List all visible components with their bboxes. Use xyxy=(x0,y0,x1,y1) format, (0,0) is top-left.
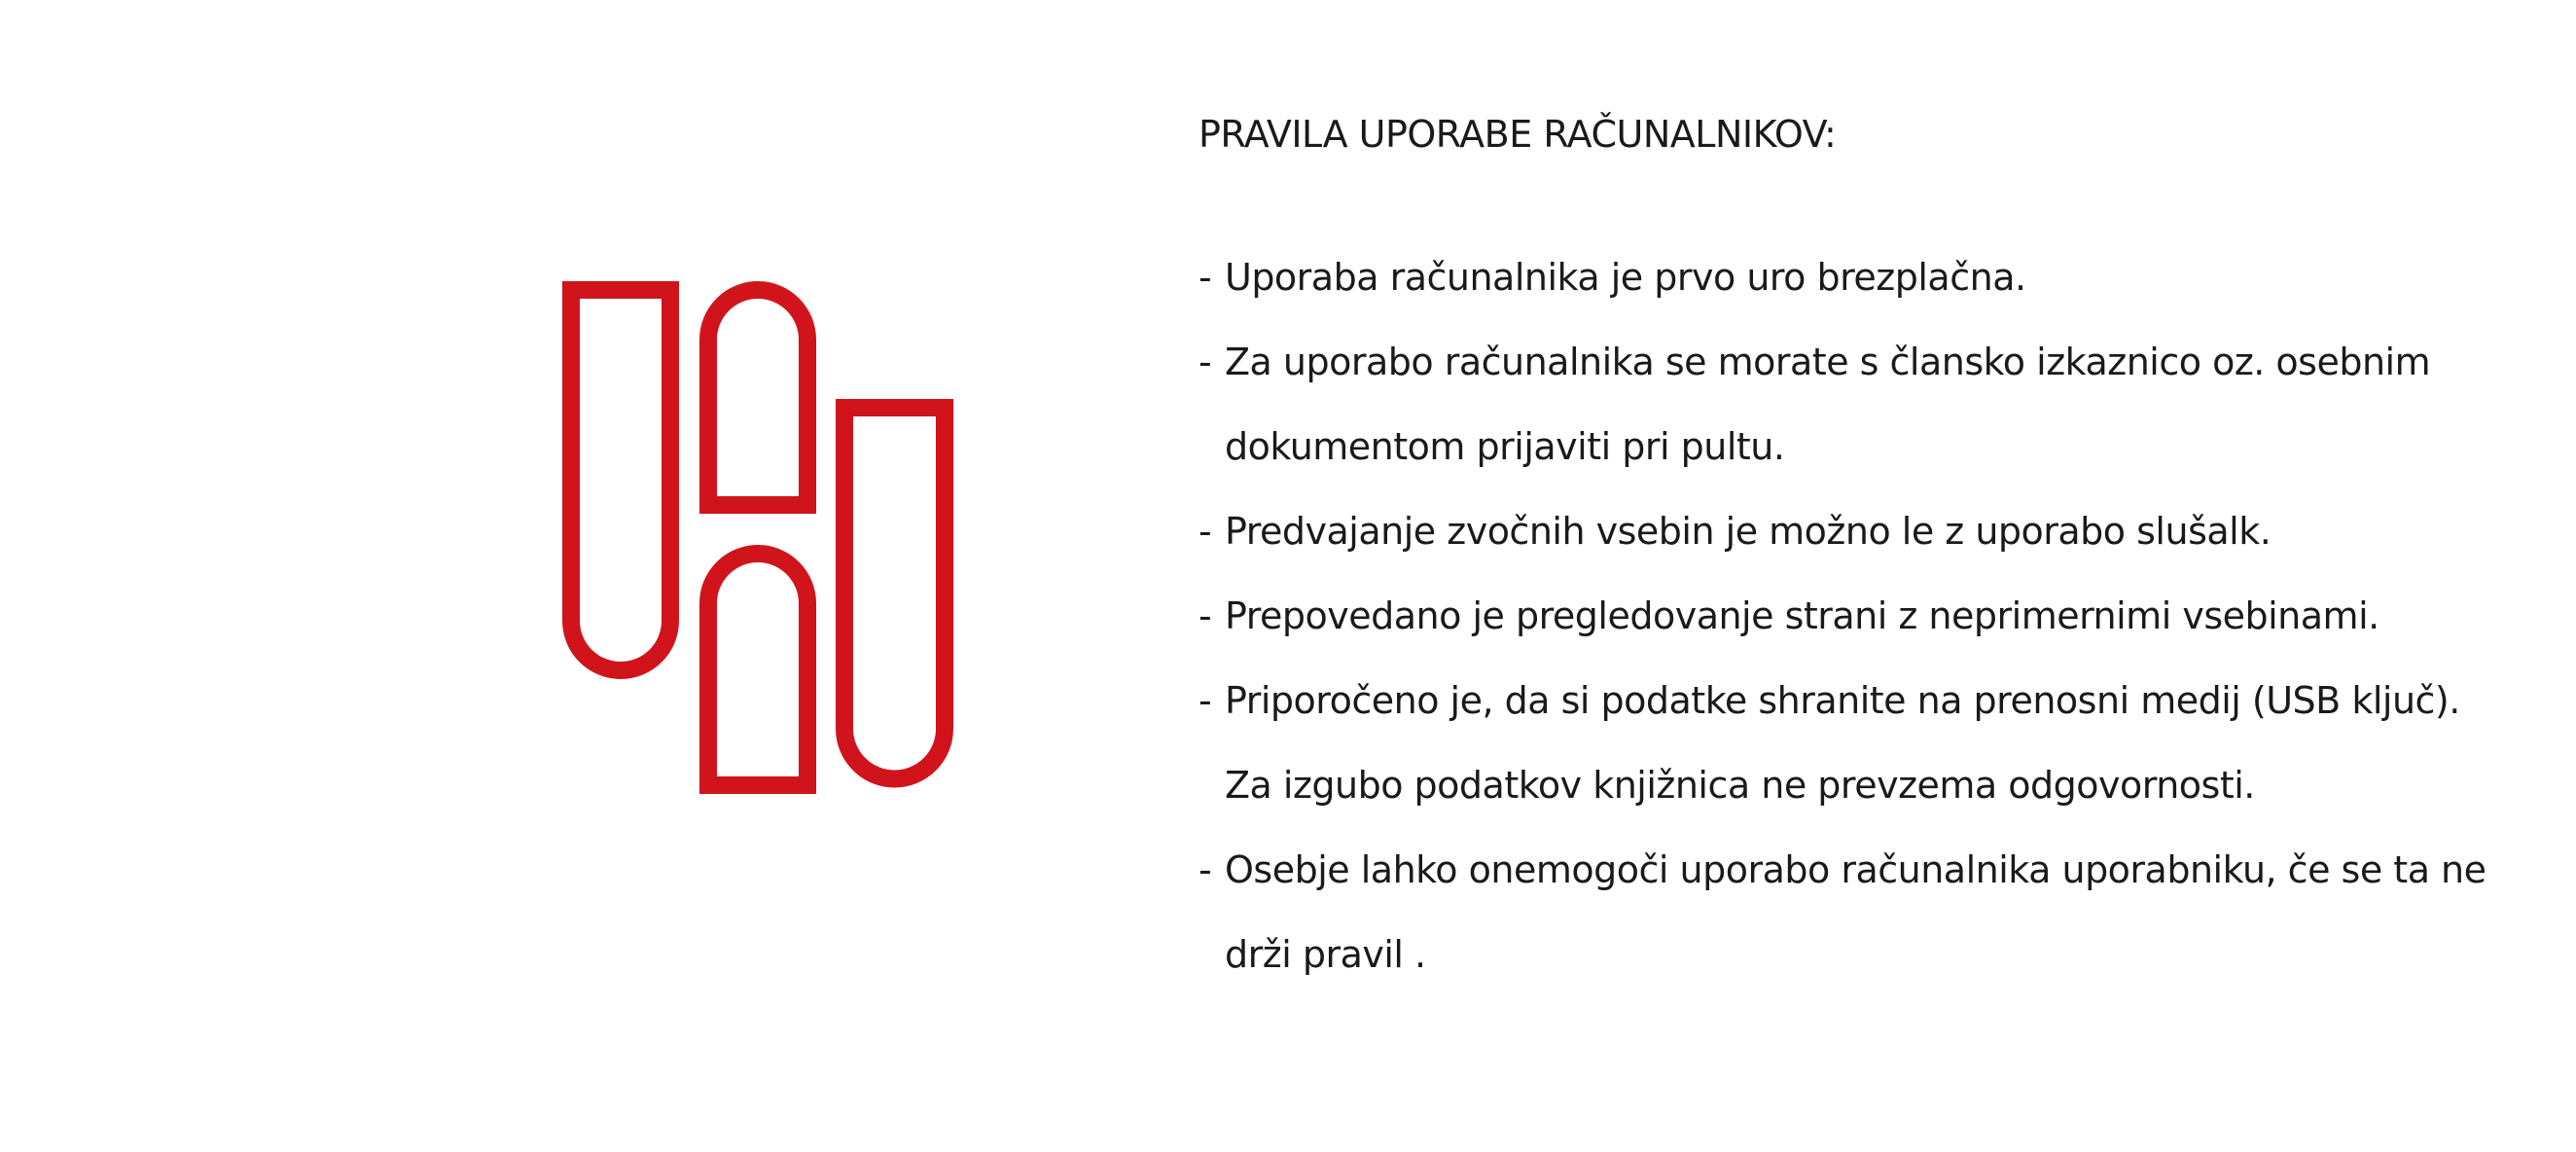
rule-item xyxy=(1199,659,2502,828)
rules-list xyxy=(1199,235,2502,997)
rule-item xyxy=(1199,574,2502,659)
logo-shape-middle-top xyxy=(708,290,807,505)
rule-bullet: - xyxy=(1199,594,1212,637)
rule-bullet: - xyxy=(1199,679,1212,722)
rule-bullet: - xyxy=(1199,848,1212,891)
rule-bullet: - xyxy=(1199,256,1212,299)
rule-item xyxy=(1199,489,2502,574)
rule-item xyxy=(1199,828,2502,997)
logo-shape-middle-bottom xyxy=(708,554,807,785)
rule-text: Priporočeno je, da si podatke shranite na prenosni medij (USB ključ). Za izgubo podatkov knjižnica ne prevzema odgovornosti. xyxy=(1225,679,2460,807)
library-logo-icon xyxy=(562,281,953,794)
library-logo-svg xyxy=(562,281,953,794)
rule-text: Za uporabo računalnika se morate s člansko izkaznico oz. osebnim dokumentom prijaviti pri pultu. xyxy=(1225,341,2431,468)
rule-text: Prepovedano je pregledovanje strani z neprimernimi vsebinami. xyxy=(1225,594,2379,637)
rule-item xyxy=(1199,235,2502,320)
rule-item xyxy=(1199,320,2502,489)
rule-text: Uporaba računalnika je prvo uro brezplačna. xyxy=(1225,256,2026,299)
logo-shape-left xyxy=(571,290,670,670)
rule-bullet: - xyxy=(1199,510,1212,553)
logo-shape-right xyxy=(844,408,945,779)
rules-title: PRAVILA UPORABE RAČUNALNIKOV: xyxy=(1199,113,1837,156)
rule-bullet: - xyxy=(1199,341,1212,383)
rule-text: Osebje lahko onemogoči uporabo računalnika uporabniku, če se ta ne drži pravil . xyxy=(1225,848,2487,976)
rule-text: Predvajanje zvočnih vsebin je možno le z uporabo slušalk. xyxy=(1225,510,2272,553)
computer-rules-panel xyxy=(1199,97,2502,997)
